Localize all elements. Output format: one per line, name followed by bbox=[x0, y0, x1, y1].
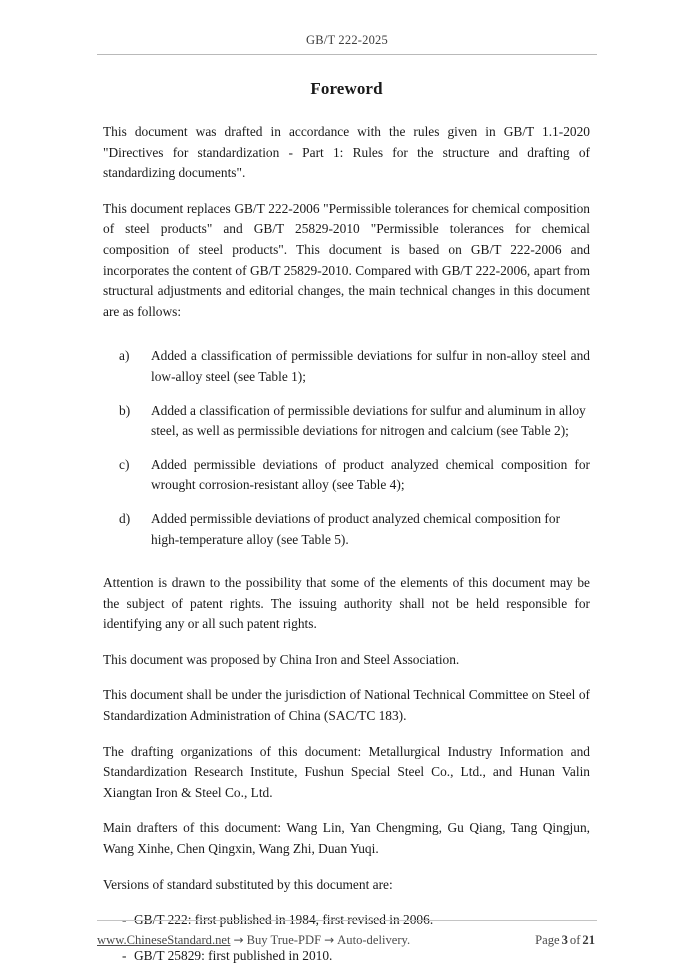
list-item-text: Added permissible deviations of product analyzed chemical composition for wrought corrosion-resistant alloy (see Table 4); bbox=[151, 456, 590, 493]
arrow-right-icon: → bbox=[324, 933, 335, 947]
paragraph-proposed-by: This document was proposed by China Iron and Steel Association. bbox=[103, 651, 460, 667]
list-item bbox=[119, 346, 590, 387]
list-item-text: Added permissible deviations of product analyzed chemical composition for high-temperature alloy (see Table 5). bbox=[151, 510, 561, 547]
technical-changes-list bbox=[103, 346, 590, 550]
total-page-count: 21 bbox=[582, 933, 595, 947]
footer-promo-buy-label: Buy True-PDF bbox=[246, 933, 322, 947]
spacer bbox=[103, 337, 590, 346]
paragraph-jurisdiction: This document shall be under the jurisdiction of National Technical Committee on Steel of Standardization Administration of China (SAC/TC 183). bbox=[103, 687, 590, 724]
list-item-marker: a) bbox=[119, 348, 130, 364]
spacer bbox=[103, 564, 590, 573]
current-page-number: 3 bbox=[561, 933, 568, 947]
paragraph-replaces: This document replaces GB/T 222-2006 "Permissible tolerances for chemical composition of steel products" and GB/T 25829-2010 "Permissible tolerances for chemical composition of steel products". This document is based on GB/T 222-2006 and incorporates the content of GB/T 25829-2010. Compared with GB/T 222-2006, apart from structural adjustments and editorial changes, the main technical changes in this document are as follows: bbox=[103, 200, 590, 319]
header-standard-number: GB/T 222-2025 bbox=[306, 33, 388, 47]
list-item-text: GB/T 25829: first published in 2010. bbox=[134, 947, 333, 963]
page-header bbox=[97, 32, 597, 55]
list-item-marker: b) bbox=[119, 402, 131, 418]
list-item-dash: - bbox=[122, 947, 127, 963]
paragraph-drafting-rules: This document was drafted in accordance with the rules given in GB/T 1.1-2020 "Directives for standardization - Part 1: Rules for the structure and drafting of standardizing documents". bbox=[103, 124, 590, 181]
footer-promo-delivery-label: Auto-delivery. bbox=[337, 933, 411, 947]
footer-promo bbox=[97, 932, 410, 948]
paragraph-versions-intro: Versions of standard substituted by this document are: bbox=[103, 876, 393, 892]
header-divider bbox=[97, 54, 597, 55]
of-label: of bbox=[569, 933, 581, 947]
footer-website-link[interactable]: www.ChineseStandard.net bbox=[97, 933, 231, 947]
paragraph-drafting-organizations: The drafting organizations of this document: Metallurgical Industry Information and Standardization Research Institute, Fushun Special Steel Co., Ltd., and Hunan Valin Xiangtan Iron & Steel Co., Ltd. bbox=[103, 743, 590, 800]
list-item bbox=[119, 509, 590, 550]
footer-divider bbox=[97, 920, 597, 921]
page-footer bbox=[97, 920, 597, 948]
footer-row bbox=[97, 932, 597, 948]
list-item bbox=[119, 401, 590, 442]
list-item-dash: - bbox=[122, 912, 127, 928]
list-item-text: GB/T 222: first published in 1984, first revised in 2006. bbox=[134, 912, 434, 928]
list-item bbox=[119, 455, 590, 496]
list-item-text: Added a classification of permissible deviations for sulfur in non-alloy steel and low-alloy steel (see Table 1); bbox=[151, 348, 590, 384]
paragraph-main-drafters: Main drafters of this document: Wang Lin, Yan Chengming, Gu Qiang, Tang Qingjun, Wang Xinhe, Chen Qingxin, Wang Zhi, Duan Yuqi. bbox=[103, 820, 590, 857]
list-item-marker: d) bbox=[119, 510, 131, 526]
list-item-text: Added a classification of permissible deviations for sulfur and aluminum in alloy steel, as well as permissible deviations for nitrogen and calcium (see Table 2); bbox=[151, 402, 586, 439]
paragraph-patent-rights: Attention is drawn to the possibility that some of the elements of this document may be the subject of patent rights. The issuing authority shall not be held responsible for identifying any or all such patent rights. bbox=[103, 575, 590, 632]
page-title: Foreword bbox=[310, 79, 383, 98]
document-content bbox=[103, 78, 590, 966]
page-label: Page bbox=[535, 933, 560, 947]
arrow-right-icon: → bbox=[233, 933, 244, 947]
page-indicator bbox=[535, 932, 597, 948]
list-item bbox=[122, 946, 590, 967]
list-item-marker: c) bbox=[119, 456, 130, 472]
